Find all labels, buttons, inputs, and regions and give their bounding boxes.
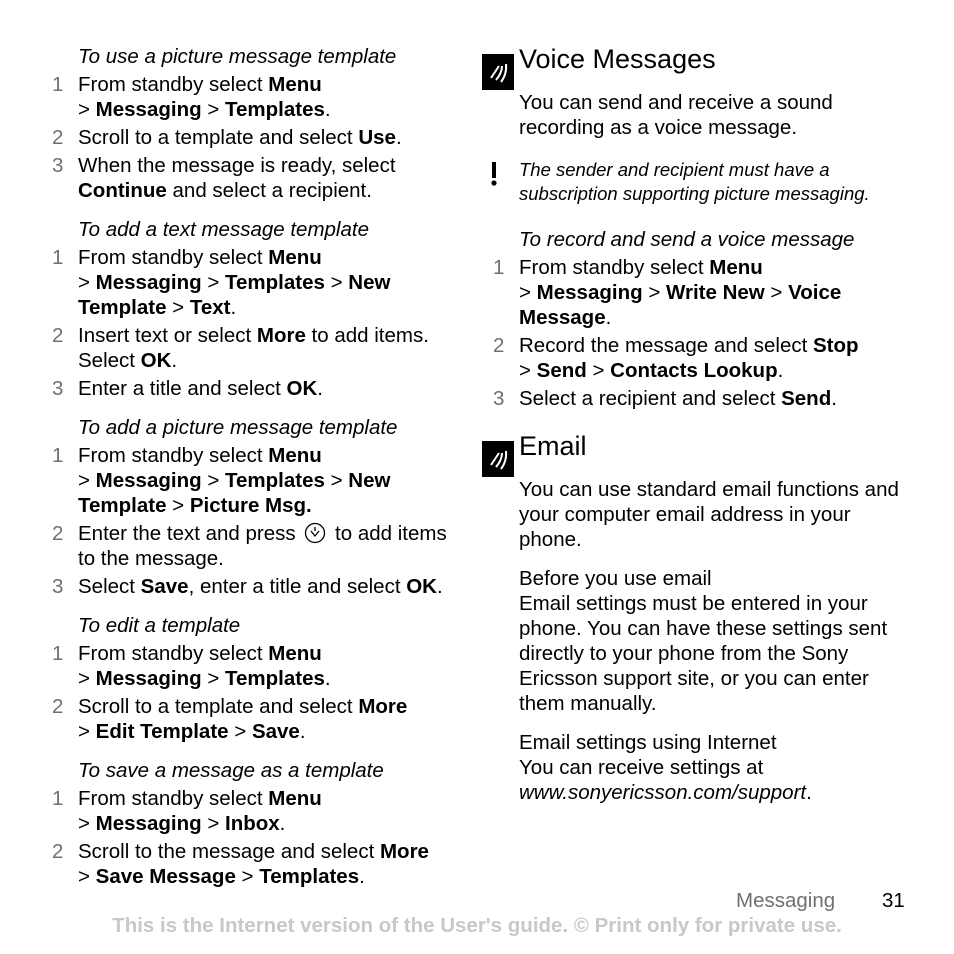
voice-procedure-title: To record and send a voice message [519,228,855,251]
new-feature-icon [482,54,514,90]
email-internet-suffix: . [806,781,812,804]
new-feature-icon [482,441,514,477]
step-number: 1 [52,246,64,269]
step-text: Select a recipient and select Send. [519,387,837,410]
procedure-step [52,125,462,150]
procedure-step [52,153,462,203]
step-text: Scroll to a template and select More > Edit Template > Save. [78,695,408,743]
left-column [52,44,462,892]
voice-messages-title: Voice Messages [519,44,716,74]
voice-note [482,158,902,205]
step-number: 2 [493,334,505,357]
procedure-step [52,443,462,518]
voice-note-text: The sender and recipient must have a subscription supporting picture messaging. [519,159,870,204]
email-internet-text [519,755,902,805]
voice-intro: You can send and receive a sound recording as a voice message. [519,91,833,139]
voice-messages-heading [482,44,902,90]
email-internet-prefix: You can receive settings at [519,756,764,779]
step-number: 2 [52,522,64,545]
procedure-title: To save a message as a template [78,759,384,782]
footer-section: Messaging [736,889,836,912]
step-text: Enter a title and select OK. [78,377,323,400]
procedure-title: To add a text message template [78,218,369,241]
warning-exclamation-icon [482,158,519,205]
step-number: 2 [52,126,64,149]
step-text: From standby select Menu > Messaging > Templates > New Template > Picture Msg. [78,444,391,517]
step-number: 3 [493,387,505,410]
procedure-step [52,245,462,320]
procedure-step [52,839,462,889]
footer-disclaimer: This is the Internet version of the User's guide. © Print only for private use. [112,914,842,937]
email-intro: You can use standard email functions and your computer email address in your phone. [519,478,899,551]
voice-steps [482,255,902,411]
step-number: 1 [493,256,505,279]
email-heading [482,431,902,477]
procedure-step [52,323,462,373]
step-text: Scroll to the message and select More > Save Message > Templates. [78,840,429,888]
procedure-step [52,786,462,836]
procedure-step [52,694,462,744]
email-before-text: Email settings must be entered in your phone. You can have these settings sent directly to your phone from the Sony Ericsson support site, or you can enter them manually. [519,592,888,715]
procedure-title: To edit a template [78,614,241,637]
step-number: 1 [52,73,64,96]
step-number: 1 [52,444,64,467]
step-number: 1 [52,642,64,665]
step-number: 3 [52,575,64,598]
procedure-step [493,255,902,330]
step-text: Record the message and select Stop > Send > Contacts Lookup. [519,334,859,382]
step-text: When the message is ready, select Continue and select a recipient. [78,154,396,202]
procedure-step [52,641,462,691]
procedure-title: To add a picture message template [78,416,398,439]
step-number: 3 [52,377,64,400]
procedure-step [52,376,462,401]
step-text: Insert text or select More to add items. Select OK. [78,324,429,372]
step-number: 2 [52,695,64,718]
right-column [482,44,902,805]
step-number: 2 [52,840,64,863]
procedure-step [52,574,462,599]
support-url: www.sonyericsson.com/support [519,781,807,804]
step-number: 3 [52,154,64,177]
step-text: From standby select Menu > Messaging > Templates. [78,642,331,690]
procedure-title: To use a picture message template [78,45,397,68]
email-title: Email [519,431,587,461]
page-number: 31 [882,889,905,912]
step-text: From standby select Menu > Messaging > Inbox. [78,787,322,835]
email-subheading-before: Before you use email [519,567,712,590]
procedure-step [52,72,462,122]
step-number: 2 [52,324,64,347]
step-text: Select Save, enter a title and select OK. [78,575,443,598]
step-text: Enter the text and press to add items to the message. [78,522,447,570]
step-number: 1 [52,787,64,810]
step-text: From standby select Menu > Messaging > Templates. [78,73,331,121]
step-text: From standby select Menu > Messaging > Templates > New Template > Text. [78,246,391,319]
email-subheading-internet: Email settings using Internet [519,731,777,754]
procedure-step [52,521,462,571]
step-text: From standby select Menu > Messaging > Write New > Voice Message. [519,256,842,329]
navigation-key-icon [304,522,326,544]
procedure-step [493,386,902,411]
step-text: Scroll to a template and select Use. [78,126,402,149]
procedure-step [493,333,902,383]
